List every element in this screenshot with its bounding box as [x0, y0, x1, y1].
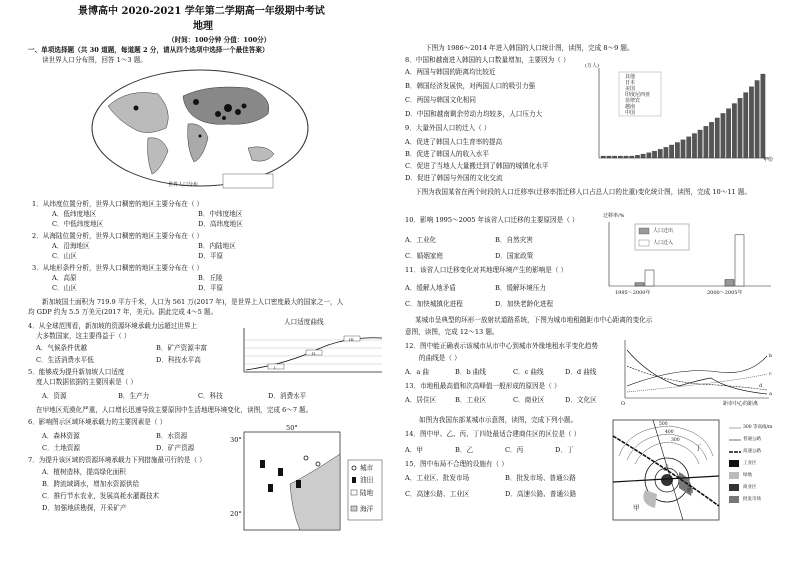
option-9c[interactable]: C．促进了当地人大量搬迁到了韩国的城镇化水平	[405, 162, 549, 170]
place-bing: 丙	[687, 486, 694, 494]
legend-land: 陆地	[360, 489, 374, 497]
korea-bar	[635, 155, 640, 158]
migration-category-1: 1995～2000年	[615, 290, 651, 296]
option-5a[interactable]: A．资源	[42, 392, 67, 400]
map-lon: 50°	[286, 424, 298, 432]
question-4: 4．从全球范围看，新加坡的资源环境承载力远超过世界上	[28, 322, 198, 330]
korea-bar	[681, 140, 686, 158]
legend-oil: 油田	[360, 476, 374, 484]
option-14b[interactable]: B．乙	[455, 446, 474, 454]
korea-bar	[738, 98, 743, 158]
option-4d[interactable]: D．科技水平高	[156, 356, 201, 364]
question-12-cont: 的曲线是（ ）	[419, 354, 461, 362]
korea-bar	[675, 142, 680, 158]
korea-bar	[726, 109, 731, 158]
korea-xlabel: 年份	[763, 157, 774, 163]
curve-label-3: III	[349, 337, 354, 342]
section-intro: 读世界人口分布图，回答 1～3 题。	[42, 56, 147, 64]
population-curve-title: 人口适度曲线	[284, 318, 324, 326]
city-legend-2: 高速公路	[743, 449, 761, 454]
migration-bar-1-0	[645, 270, 654, 286]
curve-label-2: II	[312, 351, 316, 356]
korea-bar	[669, 145, 674, 158]
exam-subject: 地理	[193, 21, 213, 32]
option-6b[interactable]: B．水资源	[156, 432, 188, 440]
legend-city: 城市	[360, 464, 374, 472]
korea-bar	[618, 156, 623, 158]
city-legend-6: 批发市场	[743, 497, 761, 502]
option-3a[interactable]: A．高原	[52, 274, 77, 282]
option-2d[interactable]: D．平原	[198, 252, 224, 260]
option-9d[interactable]: D．促进了韩国与外国的文化交流	[405, 174, 503, 182]
option-14c[interactable]: C．丙	[505, 446, 524, 454]
population-curve-chart	[236, 318, 386, 380]
question-3: 3．从地形条件分析，世界人口稠密的地区主要分布在（ ）	[32, 264, 204, 272]
korea-migrant-chart	[585, 58, 775, 166]
korea-bar	[732, 104, 737, 158]
option-6d[interactable]: D．矿产资源	[156, 444, 195, 452]
korea-bar	[709, 122, 714, 158]
korea-bar	[721, 113, 726, 158]
option-9b[interactable]: B．促进了韩国人的收入水平	[405, 150, 489, 158]
option-7d[interactable]: D．加强地质勘探，开采矿产	[42, 504, 127, 512]
korea-bar	[687, 137, 692, 158]
korea-bar	[641, 154, 646, 158]
migration-bar-0-1	[725, 280, 734, 286]
korea-bar	[692, 133, 697, 158]
question-2: 2．从海陆位置分析，世界人口稠密的地区主要分布在（ ）	[32, 232, 204, 240]
option-12c[interactable]: C．c 曲线	[513, 368, 544, 376]
curve-label-1: I	[274, 365, 276, 370]
question-7: 7．为提升该区域的资源环境承载力下列措施最可行的是（ ）	[28, 456, 206, 464]
korea-bar	[715, 118, 720, 158]
option-5c[interactable]: C．科技	[198, 392, 223, 400]
question-12: 12．图中能正确表示该城市从市中心到城市外缘地租水平变化趋势	[405, 342, 599, 350]
option-11d[interactable]: D．加快老龄化进程	[495, 300, 554, 308]
option-1a[interactable]: A．低纬度地区	[52, 210, 97, 218]
option-4b[interactable]: B．矿产资源丰富	[156, 344, 208, 352]
korea-bar	[607, 156, 612, 158]
legend-inflow: 人口迁入	[653, 240, 674, 246]
korea-legend-1: 日本	[625, 80, 636, 86]
rent-label-d: d	[759, 383, 763, 389]
option-7c[interactable]: C．推行节水农业，发展高耗水灌溉技术	[42, 492, 160, 500]
option-12a[interactable]: A．a 曲	[405, 368, 429, 376]
place-yi: 乙	[663, 464, 670, 472]
korea-bar	[744, 93, 749, 158]
korea-legend-5: 越南	[625, 104, 636, 110]
oilfield-map	[230, 424, 385, 534]
question-5: 5．能够成为提升新加坡人口适度	[28, 368, 125, 376]
option-10b[interactable]: B．自然灾害	[495, 236, 533, 244]
option-11a[interactable]: A．缓解人地矛盾	[405, 284, 456, 292]
city-legend-5: 商业区	[743, 485, 757, 490]
korea-bar	[647, 153, 652, 158]
migration-intro: 下图为我国某省在两个时段的人口迁移率(迁移率指迁移人口占总人口的比重)变化统计图，读图，完成 10～11 题。	[415, 188, 752, 196]
passage-desert: 在甲地区荒漠化严重，人口增长迅速导致主要原因中生活地理环境变化，读图，完成 6～7 题。	[36, 406, 313, 414]
passage-singapore-1: 新加坡国土面积为 719.9 平方千米，人口为 561 万(2017 年)，是世界上人口密度最大的国家之一，人	[42, 298, 344, 306]
option-4a[interactable]: A．气候条件优越	[36, 344, 87, 352]
korea-intro: 下图为 1986～2014 年进入韩国的人口统计图，读图，完成 8～9 题。	[425, 44, 634, 52]
option-7b[interactable]: B．跨流域调水，增加水资源供给	[42, 480, 140, 488]
question-13: 13．市地租最高值和次高峰值一般形成的原因是（ ）	[405, 382, 561, 390]
legend-sea: 海洋	[360, 505, 374, 513]
korea-bar	[755, 80, 760, 158]
option-11c[interactable]: C．加快城镇化进程	[405, 300, 463, 308]
passage-singapore-2: 均 GDP 约为 5.5 万美元(2017 年，美元)。据此完成 4～5 题。	[28, 308, 218, 316]
option-15a[interactable]: A．工业区、批发市场	[405, 474, 470, 482]
city-map	[609, 416, 779, 526]
korea-bar	[698, 130, 703, 158]
question-8: 8．中国和越南进入韩国的人口数量增加，主要因为（ ）	[405, 56, 570, 64]
right-column	[405, 0, 775, 561]
migration-ylabel: 迁移率/%	[603, 213, 625, 219]
option-11b[interactable]: B．缓解环境压力	[495, 284, 547, 292]
option-8a[interactable]: A．两国与韩国的距离均比较近	[405, 68, 496, 76]
rent-origin: O	[621, 401, 626, 407]
rent-xlabel: 距市中心的距离	[723, 401, 759, 407]
exam-meta: （时间：100分钟 分值：100分）	[168, 36, 271, 44]
korea-legend-2: 美国	[625, 86, 636, 92]
option-1b[interactable]: B．中纬度地区	[198, 210, 243, 218]
option-12b[interactable]: B．b 曲线	[455, 368, 486, 376]
legend-outflow: 人口迁出	[653, 228, 674, 234]
korea-bar	[664, 147, 669, 158]
option-5b[interactable]: B．生产力	[118, 392, 150, 400]
exam-title: 景博高中 2020-2021 学年第二学期高一年级期中考试	[78, 6, 325, 17]
korea-bar	[624, 156, 629, 158]
contour-400: 400	[665, 430, 674, 435]
option-14d[interactable]: D．丁	[555, 446, 574, 454]
question-9: 9．大量外国人口的迁入（ ）	[405, 124, 491, 132]
option-1d[interactable]: D．高纬度地区	[198, 220, 243, 228]
migration-category-2: 2000～2005年	[707, 290, 743, 296]
question-1: 1．从纬度位置分析，世界人口稠密的地区主要分布在（ ）	[32, 200, 204, 208]
option-10a[interactable]: A．工业化	[405, 236, 437, 244]
option-2c[interactable]: C．山区	[52, 252, 77, 260]
question-15: 15．图中布局不合理的设施有（ ）	[405, 460, 508, 468]
place-ding: 丁	[695, 444, 702, 452]
korea-ylabel: (万人)	[585, 63, 599, 69]
land-rent-chart	[619, 336, 775, 410]
option-3b[interactable]: B．丘陵	[198, 274, 223, 282]
migration-bar-0-0	[635, 283, 644, 286]
left-column	[28, 0, 398, 561]
option-5d[interactable]: D．消费水平	[268, 392, 307, 400]
option-13d[interactable]: D．文化区	[565, 396, 597, 404]
contour-500: 500	[659, 422, 668, 427]
migration-rate-chart	[595, 212, 775, 298]
option-3d[interactable]: D．平原	[198, 284, 224, 292]
migration-bar-1-1	[735, 235, 744, 286]
city-map-intro: 如图为我国东部某城市示意图，读图，完成下列小题。	[419, 416, 578, 424]
option-4c[interactable]: C．生活消费水平低	[36, 356, 94, 364]
option-12d[interactable]: D．d 曲线	[565, 368, 597, 376]
korea-bar	[601, 156, 606, 158]
question-10: 10．影响 1995～2005 年该省人口迁移的主要原因是（ ）	[405, 216, 579, 224]
korea-bar	[652, 151, 657, 158]
map-lat-top: 30°	[230, 436, 242, 444]
option-3c[interactable]: C．山区	[52, 284, 77, 292]
question-11: 11．该省人口迁移变化对其地理环境产生的影响是（ ）	[405, 266, 568, 274]
question-14: 14．图中甲、乙、丙、丁四处最适合建商住区的区位是（ ）	[405, 430, 581, 438]
option-2a[interactable]: A．沿海地区	[52, 242, 90, 250]
option-15c[interactable]: C．高速公路、工业区	[405, 490, 470, 498]
world-population-map	[88, 66, 313, 194]
korea-bar	[704, 126, 709, 158]
option-2b[interactable]: B．内陆地区	[198, 242, 236, 250]
korea-bar	[749, 87, 754, 158]
question-4-cont: 大多数国家，这主要得益于（ ）	[36, 332, 131, 340]
korea-legend-0: 其他	[625, 74, 636, 80]
city-legend-4: 绿地	[743, 473, 752, 478]
option-1c[interactable]: C．中低纬度地区	[52, 220, 104, 228]
option-10d[interactable]: D．国家政策	[495, 252, 534, 260]
korea-bar	[630, 156, 635, 158]
option-8d[interactable]: D．中国和越南剩余劳动力均较多，人口压力大	[405, 110, 543, 118]
contour-300: 300	[671, 438, 680, 443]
rent-label-a: a	[769, 391, 772, 397]
section-heading: 一、单项选择题（共 30 道题，每道题 2 分，请从四个选项中选择一个最佳答案）	[28, 46, 269, 54]
rent-label-c: c	[769, 371, 772, 377]
option-6c[interactable]: C．土地资源	[42, 444, 81, 452]
city-legend-1: 普通公路	[743, 437, 761, 442]
map-caption: 世界人口分布	[168, 182, 199, 188]
korea-legend-4: 菲律宾	[625, 98, 641, 104]
korea-bar	[658, 149, 663, 158]
option-8b[interactable]: B．韩国经济发展快，对两国人口的吸引力强	[405, 82, 536, 90]
place-jia: 甲	[633, 504, 640, 512]
question-6: 6．影响图示区域环境承载力的主要因素是（ ）	[28, 418, 167, 426]
rent-label-b: b	[769, 353, 773, 359]
map-lat-bottom: 20°	[230, 510, 242, 518]
korea-legend-6: 中国	[625, 110, 636, 116]
option-10c[interactable]: C．婚姻家庭	[405, 252, 444, 260]
option-8c[interactable]: C．两国与韩国文化相同	[405, 96, 476, 104]
city-legend-3: 工业区	[743, 461, 757, 466]
option-13c[interactable]: C．商业区	[513, 396, 545, 404]
korea-legend-3: 印度尼西亚	[625, 92, 651, 98]
question-5-cont: 度人口数据依据的主要因素是（ ）	[36, 378, 138, 386]
option-15d[interactable]: D．高速公路、普通公路	[505, 490, 577, 498]
korea-bar	[612, 156, 617, 158]
city-intro-1: 某城市呈典型的环形一放射状道路系统，下图为城市地租随距市中心距离的变化示	[415, 316, 653, 324]
city-intro-2: 意图，读图，完成 12～13 题。	[405, 328, 499, 336]
korea-bar	[761, 74, 766, 158]
option-7a[interactable]: A．植树造林，提高绿化面积	[42, 468, 126, 476]
option-13b[interactable]: B．工业区	[455, 396, 487, 404]
option-6a[interactable]: A．森林资源	[42, 432, 80, 440]
option-13a[interactable]: A．居住区	[405, 396, 437, 404]
option-15b[interactable]: B．批发市场、普通公路	[505, 474, 576, 482]
option-14a[interactable]: A．甲	[405, 446, 423, 454]
option-9a[interactable]: A．促进了韩国人口生育率的提高	[405, 138, 503, 146]
city-legend-0: 300 等高线/m	[743, 425, 773, 430]
